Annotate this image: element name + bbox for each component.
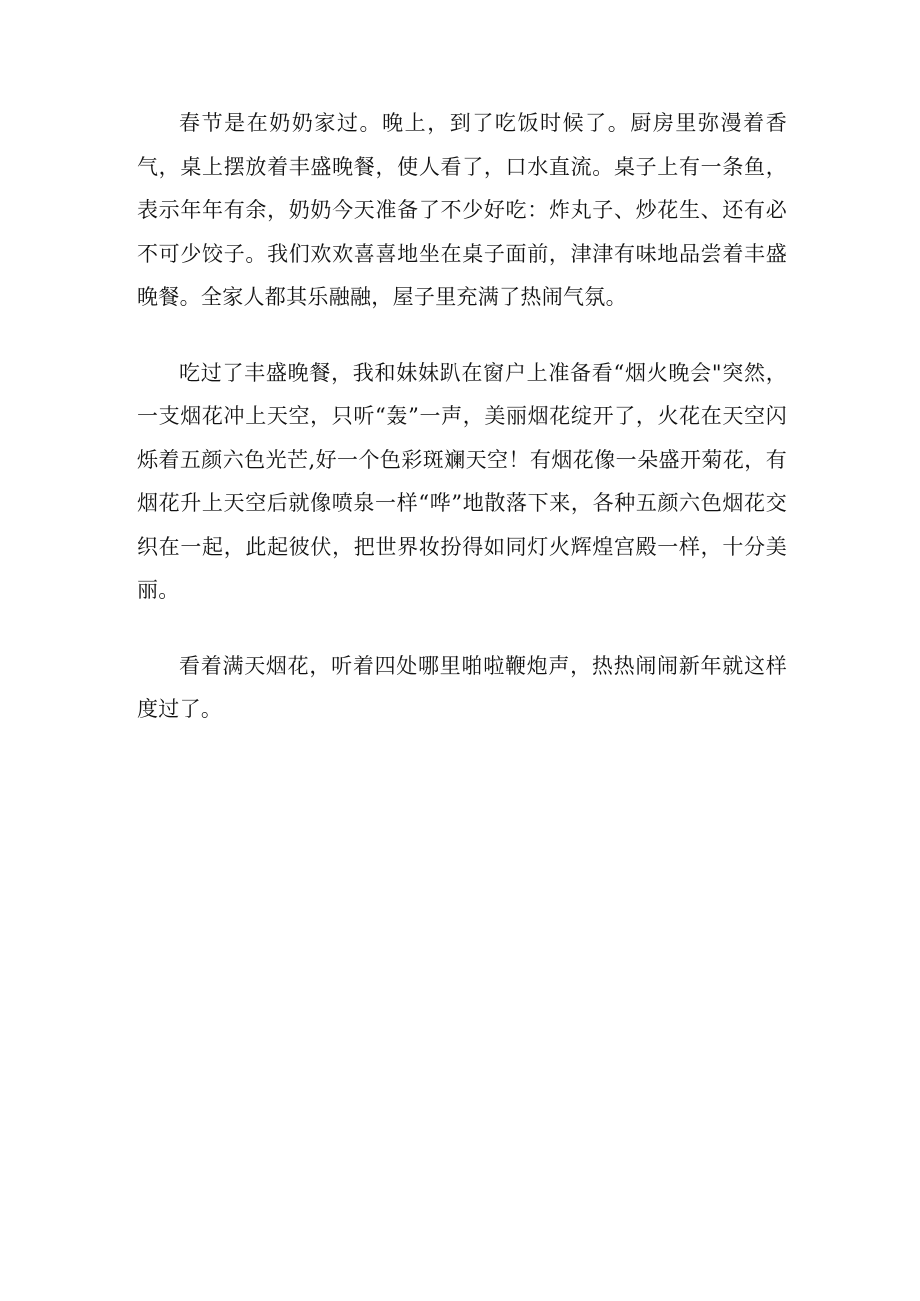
- document-body: [137, 102, 787, 764]
- paragraph-3: 看着满天烟花，听着四处哪里啪啦鞭炮声，热热闹闹新年就这样度过了。: [137, 653, 787, 721]
- paragraph-2: 吃过了丰盛晚餐，我和妹妹趴在窗户上准备看“烟火晚会"突然，一支烟花冲上天空，只听“轰”一声，美丽烟花绽开了，火花在天空闪烁着五颜六色光芒,好一个色彩斑斓天空！有烟花像一朵盛开菊花，有烟花升上天空后就像喷泉一样“哗”地散落下来，各种五颜六色烟花交织在一起，此起彼伏，把世界妆扮得如同灯火辉煌宫殿一样，十分美丽。: [137, 360, 787, 602]
- paragraph-1: 春节是在奶奶家过。晚上，到了吃饭时候了。厨房里弥漫着香气，桌上摆放着丰盛晚餐，使人看了，口水直流。桌子上有一条鱼，表示年年有余，奶奶今天准备了不少好吃：炸丸子、炒花生、还有必不可少饺子。我们欢欢喜喜地坐在桌子面前，津津有味地品尝着丰盛晚餐。全家人都其乐融融，屋子里充满了热闹气氛。: [137, 111, 787, 309]
